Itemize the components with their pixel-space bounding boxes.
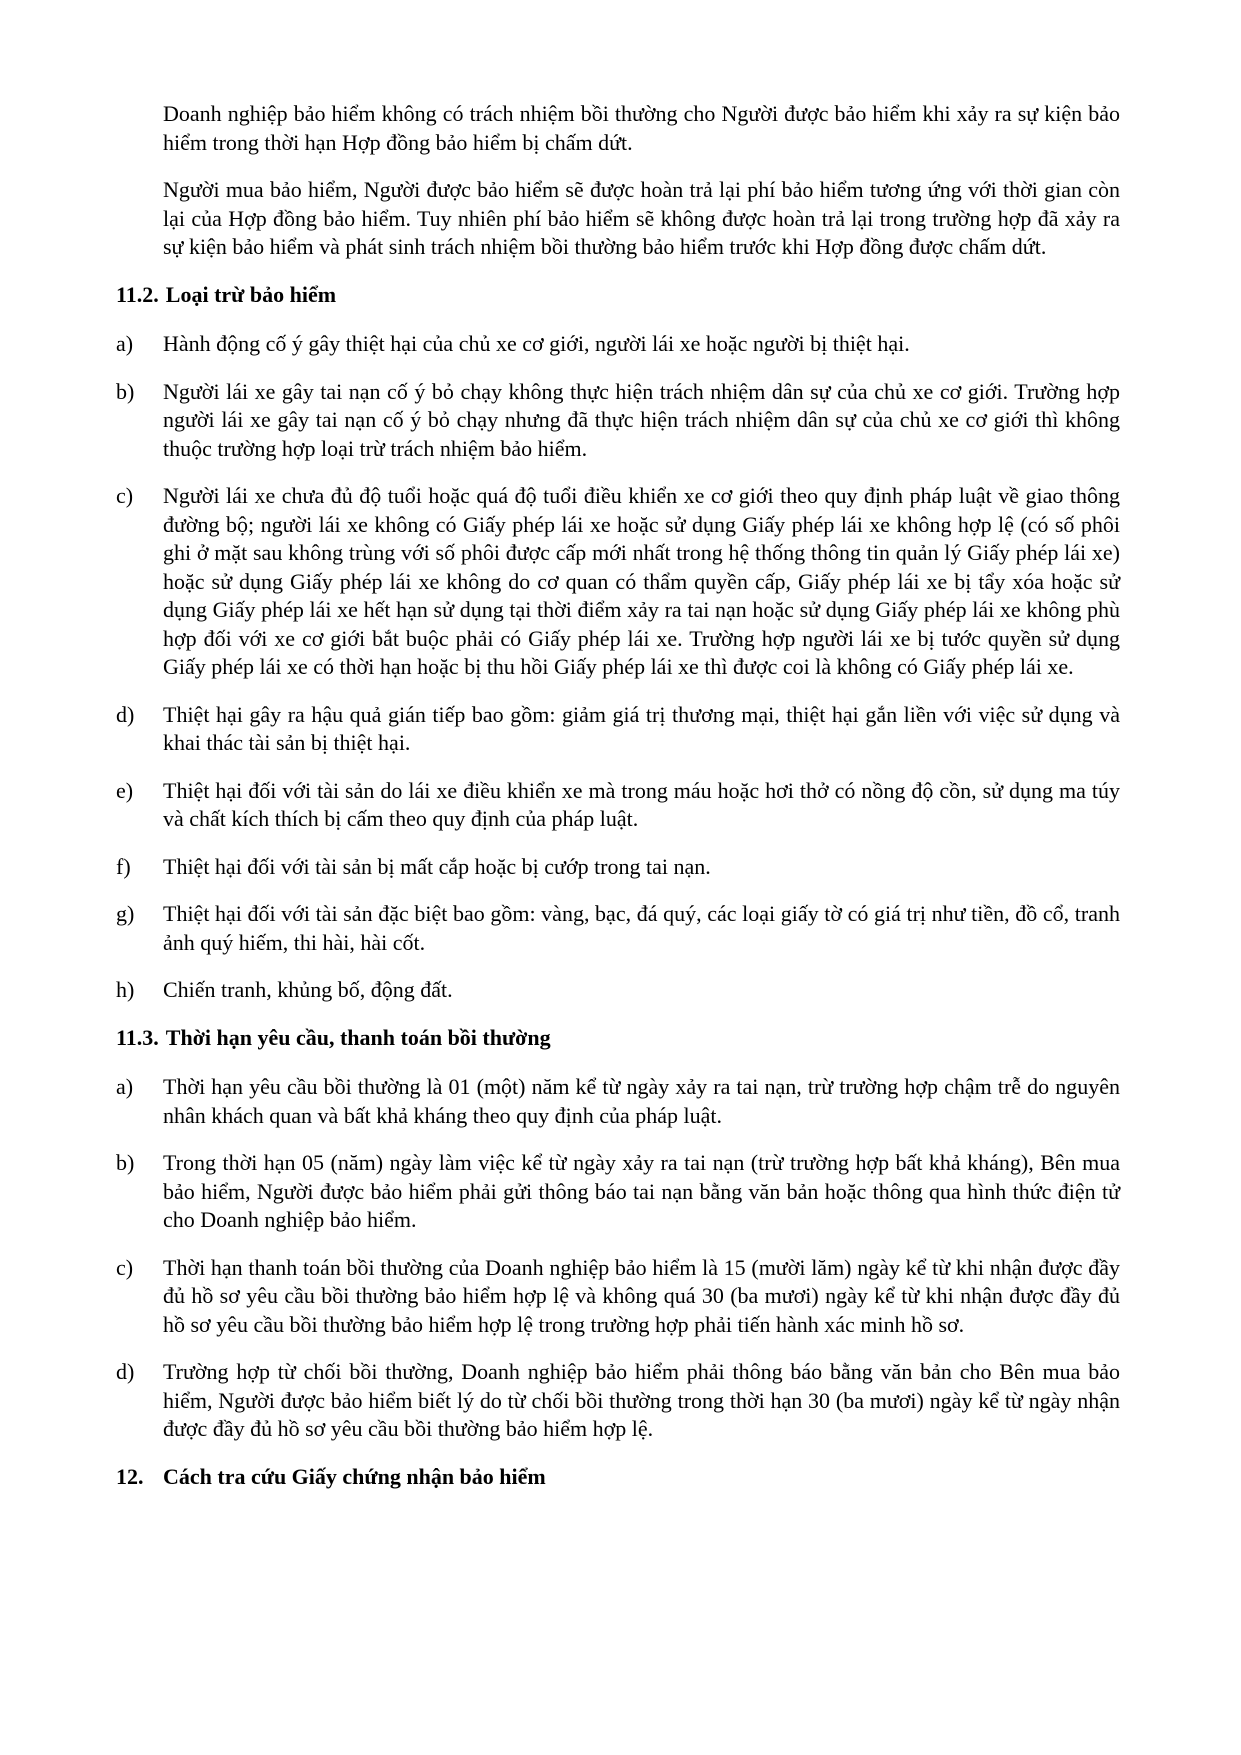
list-item	[116, 701, 1120, 758]
section-title: Loại trừ bảo hiểm	[165, 281, 337, 307]
section-number: 11.2.	[116, 281, 159, 307]
item-text: Thiệt hại gây ra hậu quả gián tiếp bao gồm: giảm giá trị thương mại, thiệt hại gắn liền với việc sử dụng và khai thác tài sản bị thiệt hại.	[163, 701, 1120, 755]
list-item	[116, 900, 1120, 957]
list-item	[116, 1073, 1120, 1130]
item-text: Thiệt hại đối với tài sản do lái xe điều khiển xe mà trong máu hoặc hơi thở có nồng độ cồn, sử dụng ma túy và chất kích thích bị cấm theo quy định của pháp luật.	[163, 777, 1120, 831]
list-item	[116, 378, 1120, 464]
list-item	[116, 330, 1120, 359]
item-label: e)	[116, 777, 134, 803]
item-label: d)	[116, 701, 135, 727]
item-label: a)	[116, 331, 134, 356]
section-heading-11-3	[116, 1024, 1120, 1053]
item-text: Người lái xe chưa đủ độ tuổi hoặc quá độ tuổi điều khiển xe cơ giới theo quy định pháp luật về giao thông đường bộ; người lái xe không có Giấy phép lái xe hoặc sử dụng Giấy phép lái xe không hợp lệ (có số phôi ghi ở mặt sau không trùng với số phôi được cấp mới nhất trong hệ thống thông tin quản lý Giấy phép lái xe) hoặc sử dụng Giấy phép lái xe không do cơ quan có thẩm quyền cấp, Giấy phép lái xe bị tẩy xóa hoặc sử dụng Giấy phép lái xe hết hạn sử dụng tại thời điểm xảy ra tai nạn hoặc sử dụng Giấy phép lái xe không phù hợp đối với xe cơ giới bắt buộc phải có Giấy phép lái xe. Trường hợp người lái xe bị tước quyền sử dụng Giấy phép lái xe có thời hạn hoặc bị thu hồi Giấy phép lái xe thì được coi là không có Giấy phép lái xe.	[163, 483, 1120, 679]
section-title: Cách tra cứu Giấy chứng nhận bảo hiểm	[163, 1463, 546, 1489]
list-item	[116, 976, 1120, 1005]
item-label: h)	[116, 977, 135, 1002]
section-heading-11-2	[116, 281, 1120, 310]
section-number: 12.	[116, 1463, 144, 1489]
list-item	[116, 1358, 1120, 1444]
item-label: g)	[116, 901, 135, 926]
list-item	[116, 482, 1120, 682]
item-text: Trong thời hạn 05 (năm) ngày làm việc kể từ ngày xảy ra tai nạn (trừ trường hợp bất khả kháng), Bên mua bảo hiểm, Người được bảo hiểm phải gửi thông báo tai nạn bằng văn bản hoặc thông qua hình thức điện tử cho Doanh nghiệp bảo hiểm.	[163, 1150, 1120, 1232]
item-text: Hành động cố ý gây thiệt hại của chủ xe cơ giới, người lái xe hoặc người bị thiệt hại.	[163, 331, 910, 356]
item-label: c)	[116, 1254, 134, 1280]
item-text: Thiệt hại đối với tài sản bị mất cắp hoặc bị cướp trong tai nạn.	[163, 853, 711, 879]
item-label: a)	[116, 1074, 134, 1099]
item-label: f)	[116, 853, 131, 879]
item-label: b)	[116, 1150, 135, 1175]
item-text: Thiệt hại đối với tài sản đặc biệt bao gồm: vàng, bạc, đá quý, các loại giấy tờ có giá trị như tiền, đồ cổ, tranh ảnh quý hiếm, thi hài, hài cốt.	[163, 901, 1120, 955]
item-text: Người lái xe gây tai nạn cố ý bỏ chạy không thực hiện trách nhiệm dân sự của chủ xe cơ giới. Trường hợp người lái xe gây tai nạn cố ý bỏ chạy nhưng đã thực hiện trách nhiệm dân sự của chủ xe cơ giới thì không thuộc trường hợp loại trừ trách nhiệm bảo hiểm.	[163, 378, 1120, 461]
item-text: Thời hạn yêu cầu bồi thường là 01 (một) năm kể từ ngày xảy ra tai nạn, trừ trường hợp chậm trễ do nguyên nhân khách quan và bất khả kháng theo quy định của pháp luật.	[163, 1074, 1120, 1128]
item-label: d)	[116, 1359, 135, 1384]
item-label: c)	[116, 483, 134, 508]
intro-paragraph-2: Người mua bảo hiểm, Người được bảo hiểm sẽ được hoàn trả lại phí bảo hiểm tương ứng với thời gian còn lại của Hợp đồng bảo hiểm. Tuy nhiên phí bảo hiểm sẽ không được hoàn trả lại trong trường hợp đã xảy ra sự kiện bảo hiểm và phát sinh trách nhiệm bồi thường bảo hiểm trước khi Hợp đồng được chấm dứt.	[163, 177, 1120, 259]
section-heading-12	[116, 1463, 1120, 1492]
list-item	[116, 1149, 1120, 1235]
item-text: Chiến tranh, khủng bố, động đất.	[163, 977, 453, 1002]
item-text: Trường hợp từ chối bồi thường, Doanh nghiệp bảo hiểm phải thông báo bằng văn bản cho Bên mua bảo hiểm, Người được bảo hiểm biết lý do từ chối bồi thường trong thời hạn 30 (ba mươi) ngày kể từ ngày nhận được đầy đủ hồ sơ yêu cầu bồi thường bảo hiểm hợp lệ.	[163, 1359, 1120, 1441]
section-title: Thời hạn yêu cầu, thanh toán bồi thường	[165, 1024, 551, 1050]
list-item	[116, 777, 1120, 834]
item-text: Thời hạn thanh toán bồi thường của Doanh nghiệp bảo hiểm là 15 (mười lăm) ngày kể từ khi nhận được đầy đủ hồ sơ yêu cầu bồi thường bảo hiểm hợp lệ và không quá 30 (ba mươi) ngày kể từ khi nhận được đầy đủ hồ sơ yêu cầu bồi thường bảo hiểm hợp lệ trong trường hợp phải tiến hành xác minh hồ sơ.	[163, 1254, 1120, 1337]
list-item	[116, 1254, 1120, 1340]
list-item	[116, 853, 1120, 882]
item-label: b)	[116, 378, 135, 404]
section-number: 11.3.	[116, 1024, 159, 1050]
intro-paragraph-1: Doanh nghiệp bảo hiểm không có trách nhiệm bồi thường cho Người được bảo hiểm khi xảy ra sự kiện bảo hiểm trong thời hạn Hợp đồng bảo hiểm bị chấm dứt.	[163, 101, 1120, 155]
